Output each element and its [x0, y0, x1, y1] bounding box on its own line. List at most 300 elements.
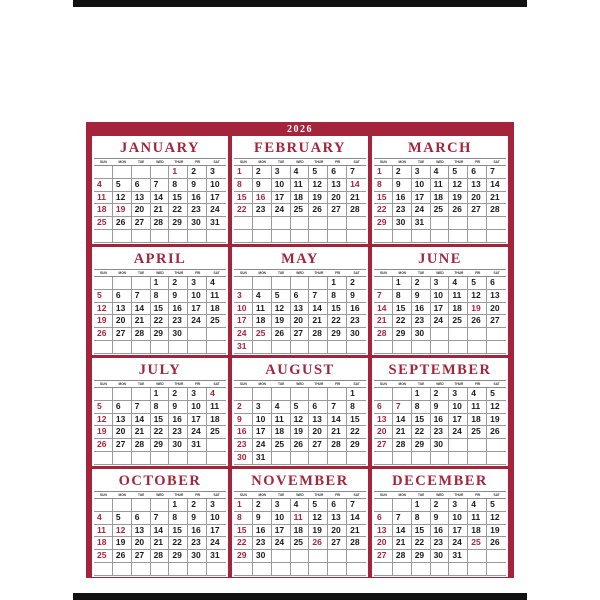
empty-day-cell	[468, 328, 487, 341]
weekday-label: THUR	[174, 271, 184, 275]
month-july	[92, 358, 228, 466]
day-cell: 9	[188, 512, 207, 525]
weekday-label: MON	[118, 493, 126, 497]
day-cell: 29	[169, 217, 188, 230]
day-cell: 13	[328, 179, 347, 192]
day-cell: 16	[169, 414, 188, 427]
day-cell: 20	[468, 192, 487, 205]
empty-day-cell	[132, 277, 151, 290]
day-cell: 4	[272, 401, 291, 414]
empty-day-cell	[328, 341, 347, 354]
empty-day-cell	[272, 563, 291, 576]
day-cell: 12	[272, 303, 291, 316]
day-cell: 19	[113, 537, 132, 550]
month-name: OCTOBER	[118, 473, 202, 489]
day-cell: 17	[253, 426, 272, 439]
day-cell: 18	[468, 525, 487, 538]
empty-day-cell	[328, 563, 347, 576]
weekday-label: SAT	[353, 382, 360, 386]
day-cell: 10	[207, 512, 226, 525]
day-cell: 28	[309, 328, 328, 341]
day-cell: 30	[188, 550, 207, 563]
empty-day-cell	[151, 230, 170, 243]
day-cell: 24	[207, 537, 226, 550]
empty-day-cell	[291, 217, 310, 230]
empty-day-cell	[291, 563, 310, 576]
day-cell: 28	[151, 217, 170, 230]
day-cell: 9	[393, 179, 412, 192]
day-cell: 24	[188, 315, 207, 328]
empty-day-cell	[113, 277, 132, 290]
weekday-label: SAT	[493, 271, 500, 275]
empty-day-cell	[151, 166, 170, 179]
day-cell: 31	[253, 452, 272, 465]
empty-day-cell	[468, 563, 487, 576]
day-cell: 23	[347, 315, 366, 328]
day-cell: 24	[449, 537, 468, 550]
month-september	[372, 358, 508, 466]
day-cell: 28	[328, 439, 347, 452]
day-cell: 6	[132, 179, 151, 192]
day-cell: 20	[487, 303, 506, 316]
day-cell: 3	[234, 290, 253, 303]
empty-day-cell	[468, 439, 487, 452]
weekday-label: SAT	[213, 382, 220, 386]
day-cell: 7	[347, 499, 366, 512]
weekday-label: SUN	[240, 160, 247, 164]
empty-day-cell	[431, 230, 450, 243]
day-cell: 31	[207, 550, 226, 563]
day-cell: 20	[113, 315, 132, 328]
weekday-label: FRI	[475, 493, 481, 497]
day-cell: 8	[412, 401, 431, 414]
day-cell: 25	[431, 204, 450, 217]
weekday-label: TUE	[417, 382, 425, 386]
day-cell: 18	[94, 204, 113, 217]
weekday-label: THUR	[314, 271, 324, 275]
month-august	[232, 358, 368, 466]
empty-day-cell	[449, 230, 468, 243]
day-cell: 13	[374, 525, 393, 538]
day-cell: 8	[374, 179, 393, 192]
empty-day-cell	[151, 452, 170, 465]
day-cell: 17	[188, 414, 207, 427]
month-may	[232, 247, 368, 355]
day-cell: 17	[412, 192, 431, 205]
empty-day-cell	[487, 452, 506, 465]
day-cell: 30	[253, 550, 272, 563]
weekday-header	[234, 158, 366, 165]
day-cell: 19	[449, 192, 468, 205]
day-cell: 5	[309, 166, 328, 179]
day-cell: 15	[347, 414, 366, 427]
day-cell: 20	[328, 192, 347, 205]
day-cell: 19	[113, 204, 132, 217]
day-cell: 11	[431, 179, 450, 192]
day-cell: 25	[94, 217, 113, 230]
day-cell: 30	[169, 328, 188, 341]
empty-day-cell	[328, 217, 347, 230]
weekday-label: WED	[436, 382, 444, 386]
day-cell: 14	[393, 414, 412, 427]
day-cell: 13	[487, 290, 506, 303]
day-cell: 6	[291, 290, 310, 303]
day-cell: 10	[449, 401, 468, 414]
day-cell: 29	[374, 217, 393, 230]
day-cell: 11	[94, 525, 113, 538]
empty-day-cell	[207, 439, 226, 452]
day-cell: 17	[207, 525, 226, 538]
empty-day-cell	[328, 230, 347, 243]
weekday-label: SUN	[100, 493, 107, 497]
day-cell: 10	[188, 290, 207, 303]
weekday-label: SUN	[240, 271, 247, 275]
day-cell: 8	[412, 512, 431, 525]
day-cell: 11	[272, 414, 291, 427]
weekday-label: SAT	[493, 493, 500, 497]
day-cell: 5	[291, 401, 310, 414]
weekday-label: MON	[398, 160, 406, 164]
day-cell: 26	[113, 217, 132, 230]
day-cell: 27	[132, 550, 151, 563]
day-cell: 26	[291, 439, 310, 452]
weekday-label: THUR	[314, 160, 324, 164]
empty-day-cell	[309, 563, 328, 576]
day-cell: 22	[234, 204, 253, 217]
day-cell: 10	[253, 414, 272, 427]
day-cell: 22	[151, 315, 170, 328]
day-cell: 27	[487, 315, 506, 328]
weekday-label: WED	[296, 160, 304, 164]
day-cell: 9	[412, 290, 431, 303]
day-cell: 18	[431, 192, 450, 205]
empty-day-cell	[207, 230, 226, 243]
empty-day-cell	[347, 563, 366, 576]
empty-day-cell	[487, 550, 506, 563]
empty-day-cell	[188, 328, 207, 341]
day-cell: 12	[487, 401, 506, 414]
weekday-label: THUR	[314, 493, 324, 497]
weekday-label: TUE	[137, 382, 145, 386]
empty-day-cell	[291, 341, 310, 354]
day-cell: 12	[94, 303, 113, 316]
day-cell: 8	[328, 290, 347, 303]
day-cell: 3	[188, 388, 207, 401]
weekday-label: FRI	[335, 493, 341, 497]
weekday-label: MON	[118, 160, 126, 164]
day-cell: 15	[234, 525, 253, 538]
day-cell: 28	[132, 439, 151, 452]
empty-day-cell	[188, 452, 207, 465]
day-cell: 24	[207, 204, 226, 217]
empty-day-cell	[309, 388, 328, 401]
empty-day-cell	[253, 277, 272, 290]
day-cell: 4	[253, 290, 272, 303]
day-cell: 12	[449, 179, 468, 192]
day-cell: 2	[188, 499, 207, 512]
day-cell: 22	[151, 426, 170, 439]
day-cell: 19	[468, 303, 487, 316]
month-october	[92, 469, 228, 577]
day-cell: 29	[169, 550, 188, 563]
day-cell: 21	[309, 315, 328, 328]
empty-day-cell	[272, 277, 291, 290]
empty-day-cell	[132, 499, 151, 512]
day-cell: 15	[151, 303, 170, 316]
day-cell: 25	[94, 550, 113, 563]
empty-day-cell	[207, 452, 226, 465]
empty-day-cell	[132, 388, 151, 401]
empty-day-cell	[169, 341, 188, 354]
day-cell: 16	[393, 192, 412, 205]
day-cell: 3	[207, 499, 226, 512]
day-cell: 31	[234, 341, 253, 354]
empty-day-cell	[207, 563, 226, 576]
weekday-label: WED	[156, 382, 164, 386]
day-cell: 4	[207, 277, 226, 290]
weekday-label: MON	[118, 382, 126, 386]
empty-day-cell	[94, 230, 113, 243]
day-cell: 24	[431, 315, 450, 328]
weekday-header	[374, 269, 506, 276]
day-cell: 7	[132, 401, 151, 414]
day-cell: 20	[374, 537, 393, 550]
empty-day-cell	[309, 550, 328, 563]
weekday-label: SUN	[380, 382, 387, 386]
day-cell: 16	[169, 303, 188, 316]
empty-day-cell	[94, 563, 113, 576]
day-cell: 26	[113, 550, 132, 563]
day-cell: 25	[253, 328, 272, 341]
day-cell: 3	[253, 401, 272, 414]
day-cell: 16	[188, 192, 207, 205]
day-cell: 23	[169, 315, 188, 328]
day-cell: 12	[113, 192, 132, 205]
day-cell: 28	[347, 537, 366, 550]
day-cell: 3	[188, 277, 207, 290]
day-cell: 8	[151, 290, 170, 303]
day-cell: 12	[291, 414, 310, 427]
day-cell: 12	[468, 290, 487, 303]
month-name: FEBRUARY	[253, 140, 347, 156]
weekday-label: FRI	[195, 382, 201, 386]
empty-day-cell	[468, 452, 487, 465]
empty-day-cell	[253, 341, 272, 354]
day-cell: 16	[347, 303, 366, 316]
day-cell: 19	[309, 192, 328, 205]
day-cell: 4	[94, 512, 113, 525]
day-cell: 7	[347, 166, 366, 179]
day-cell: 23	[253, 537, 272, 550]
day-cell: 20	[132, 204, 151, 217]
day-cell: 17	[449, 414, 468, 427]
day-cell: 9	[234, 414, 253, 427]
month-name: JANUARY	[119, 140, 201, 156]
day-cell: 21	[374, 315, 393, 328]
day-cell: 29	[347, 439, 366, 452]
day-cell: 22	[234, 537, 253, 550]
day-cell: 9	[188, 179, 207, 192]
day-grid	[234, 387, 366, 465]
day-cell: 30	[169, 439, 188, 452]
day-cell: 6	[309, 401, 328, 414]
day-cell: 6	[468, 166, 487, 179]
day-cell: 2	[188, 166, 207, 179]
day-grid	[234, 498, 366, 576]
weekday-header	[374, 158, 506, 165]
day-cell: 8	[169, 179, 188, 192]
day-cell: 22	[393, 315, 412, 328]
day-cell: 6	[113, 290, 132, 303]
day-cell: 30	[234, 452, 253, 465]
empty-day-cell	[132, 230, 151, 243]
empty-day-cell	[347, 230, 366, 243]
weekday-label: TUE	[277, 493, 285, 497]
day-cell: 2	[234, 401, 253, 414]
day-cell: 17	[431, 303, 450, 316]
weekday-label: MON	[258, 493, 266, 497]
day-cell: 12	[113, 525, 132, 538]
empty-day-cell	[309, 217, 328, 230]
day-cell: 27	[291, 328, 310, 341]
weekday-label: SUN	[240, 493, 247, 497]
day-cell: 26	[487, 426, 506, 439]
day-cell: 21	[151, 204, 170, 217]
month-name: MARCH	[408, 140, 472, 156]
day-cell: 13	[132, 525, 151, 538]
day-cell: 1	[393, 277, 412, 290]
weekday-label: SUN	[380, 271, 387, 275]
day-cell: 10	[207, 179, 226, 192]
day-cell: 14	[328, 414, 347, 427]
day-cell: 23	[431, 426, 450, 439]
day-cell: 5	[94, 401, 113, 414]
empty-day-cell	[272, 550, 291, 563]
empty-day-cell	[234, 277, 253, 290]
day-cell: 8	[234, 512, 253, 525]
day-cell: 3	[207, 166, 226, 179]
day-cell: 10	[449, 512, 468, 525]
day-cell: 25	[291, 204, 310, 217]
day-cell: 6	[374, 512, 393, 525]
day-cell: 11	[207, 401, 226, 414]
weekday-label: SUN	[100, 271, 107, 275]
day-cell: 6	[487, 277, 506, 290]
day-cell: 14	[151, 525, 170, 538]
day-cell: 1	[151, 388, 170, 401]
day-cell: 21	[347, 525, 366, 538]
day-cell: 21	[151, 537, 170, 550]
day-cell: 2	[431, 499, 450, 512]
day-cell: 1	[412, 388, 431, 401]
empty-day-cell	[431, 452, 450, 465]
weekday-label: THUR	[454, 271, 464, 275]
day-cell: 22	[169, 204, 188, 217]
day-cell: 20	[132, 537, 151, 550]
day-cell: 14	[151, 192, 170, 205]
day-cell: 14	[374, 303, 393, 316]
day-cell: 13	[113, 414, 132, 427]
weekday-label: SAT	[353, 160, 360, 164]
empty-day-cell	[113, 499, 132, 512]
day-cell: 10	[431, 290, 450, 303]
empty-day-cell	[468, 230, 487, 243]
empty-day-cell	[272, 341, 291, 354]
day-cell: 27	[309, 439, 328, 452]
day-cell: 18	[449, 303, 468, 316]
day-cell: 11	[468, 512, 487, 525]
day-cell: 8	[169, 512, 188, 525]
empty-day-cell	[94, 166, 113, 179]
weekday-label: SAT	[213, 271, 220, 275]
weekday-label: WED	[156, 493, 164, 497]
day-cell: 24	[188, 426, 207, 439]
weekday-label: WED	[296, 382, 304, 386]
weekday-header	[374, 491, 506, 498]
day-cell: 19	[487, 525, 506, 538]
weekday-label: WED	[436, 271, 444, 275]
day-cell: 14	[132, 414, 151, 427]
day-cell: 19	[94, 315, 113, 328]
empty-day-cell	[291, 230, 310, 243]
empty-day-cell	[393, 230, 412, 243]
day-cell: 13	[309, 414, 328, 427]
day-cell: 13	[374, 414, 393, 427]
empty-day-cell	[431, 217, 450, 230]
day-cell: 15	[328, 303, 347, 316]
empty-day-cell	[272, 452, 291, 465]
day-cell: 26	[309, 204, 328, 217]
day-cell: 1	[234, 499, 253, 512]
day-cell: 21	[347, 192, 366, 205]
day-cell: 18	[291, 192, 310, 205]
day-cell: 21	[393, 426, 412, 439]
empty-day-cell	[234, 563, 253, 576]
empty-day-cell	[449, 217, 468, 230]
day-cell: 16	[234, 426, 253, 439]
day-cell: 5	[113, 179, 132, 192]
empty-day-cell	[113, 230, 132, 243]
empty-day-cell	[94, 277, 113, 290]
day-cell: 4	[207, 388, 226, 401]
day-cell: 3	[449, 388, 468, 401]
empty-day-cell	[487, 217, 506, 230]
day-cell: 31	[207, 217, 226, 230]
empty-day-cell	[291, 388, 310, 401]
day-cell: 6	[328, 166, 347, 179]
weekday-label: THUR	[454, 493, 464, 497]
day-cell: 6	[113, 401, 132, 414]
day-cell: 24	[412, 204, 431, 217]
day-cell: 25	[468, 426, 487, 439]
empty-day-cell	[272, 230, 291, 243]
day-cell: 24	[449, 426, 468, 439]
day-cell: 5	[449, 166, 468, 179]
empty-day-cell	[309, 230, 328, 243]
day-cell: 9	[347, 290, 366, 303]
empty-day-cell	[309, 452, 328, 465]
empty-day-cell	[309, 341, 328, 354]
empty-day-cell	[374, 230, 393, 243]
day-grid	[94, 387, 226, 465]
day-cell: 1	[169, 166, 188, 179]
day-cell: 5	[94, 290, 113, 303]
day-cell: 21	[132, 426, 151, 439]
day-cell: 29	[328, 328, 347, 341]
day-cell: 23	[234, 439, 253, 452]
weekday-label: SUN	[100, 382, 107, 386]
day-cell: 16	[253, 192, 272, 205]
